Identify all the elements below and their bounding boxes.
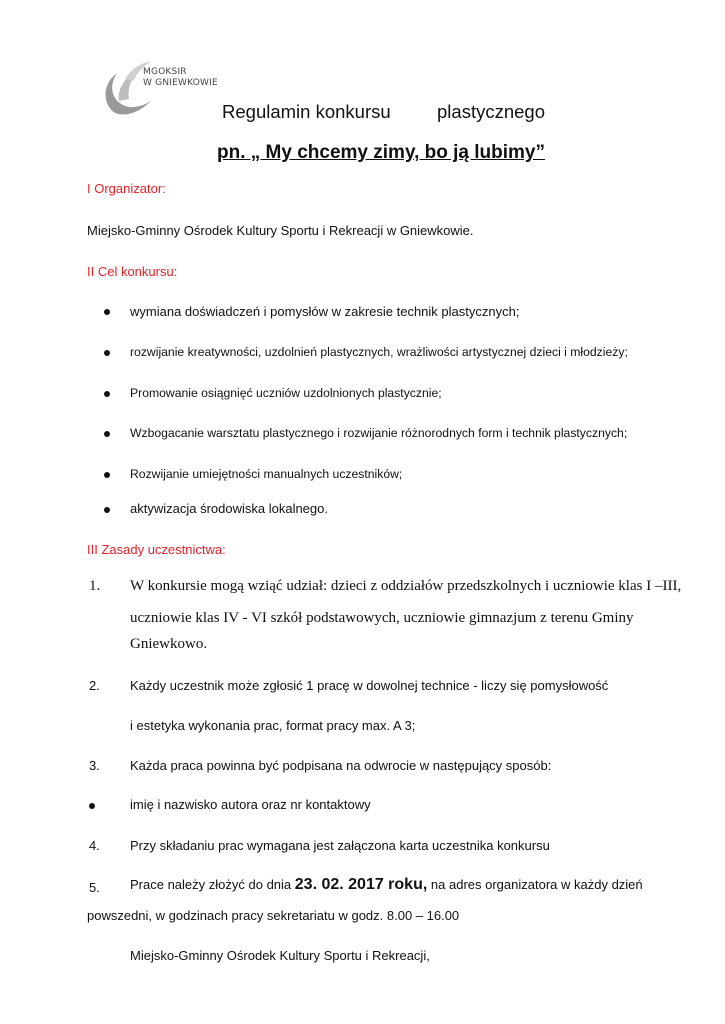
- organization-logo: [95, 55, 235, 117]
- rule3-bullet: imię i nazwisko autora oraz nr kontaktowy: [130, 797, 371, 812]
- section-organizer-heading: I Organizator:: [87, 181, 166, 196]
- rule-number: 4.: [89, 838, 100, 853]
- logo-text-line1: MGOKSIR: [143, 67, 187, 77]
- rule1-line3: Gniewkowo.: [130, 636, 208, 652]
- goal-item: rozwijanie kreatywności, uzdolnień plastycznych, wrażliwości artystycznej dzieci i młodzieży;: [130, 345, 628, 359]
- rule5-pre: Prace należy złożyć do dnia: [130, 877, 295, 892]
- section-rules-heading: III Zasady uczestnictwa:: [87, 542, 226, 557]
- rule3-line1: Każda praca powinna być podpisana na odwrocie w następujący sposób:: [130, 758, 552, 773]
- title-part1: Regulamin konkursu: [222, 101, 391, 122]
- logo-text-line2: W GNIEWKOWIE: [143, 78, 218, 88]
- page-title: pn. „ My chcemy zimy, bo ją lubimy”: [217, 142, 546, 163]
- goal-item: Rozwijanie umiejętności manualnych uczestników;: [130, 467, 403, 481]
- rule-number: 3.: [89, 758, 100, 773]
- goal-item: Wzbogacanie warsztatu plastycznego i rozwijanie różnorodnych form i technik plastycznych;: [130, 426, 628, 440]
- goal-item: wymiana doświadczeń i pomysłów w zakresie technik plastycznych;: [130, 304, 520, 319]
- bullet-icon: [104, 431, 110, 437]
- rule1-line1: W konkursie mogą wziąć udział: dzieci z oddziałów przedszkolnych i uczniowie klas I –III,: [130, 578, 682, 594]
- rule4-line1: Przy składaniu prac wymagana jest załączona karta uczestnika konkursu: [130, 838, 550, 853]
- goal-item: Promowanie osiągnięć uczniów uzdolnionych plastycznie;: [130, 386, 442, 400]
- bullet-icon: [104, 350, 110, 356]
- title-part2: plastycznego: [437, 101, 545, 122]
- section-goals-heading: II Cel konkursu:: [87, 264, 178, 279]
- organizer-text: Miejsko-Gminny Ośrodek Kultury Sportu i Rekreacji w Gniewkowie.: [87, 223, 474, 238]
- rule5-line2: powszedni, w godzinach pracy sekretariatu w godz. 8.00 – 16.00: [87, 908, 460, 923]
- deadline-date: 23. 02. 2017 roku,: [294, 876, 428, 893]
- bullet-icon: [104, 309, 110, 315]
- goal-item: aktywizacja środowiska lokalnego.: [130, 501, 328, 516]
- rule5-line3: Miejsko-Gminny Ośrodek Kultury Sportu i Rekreacji,: [130, 948, 430, 963]
- rule5-post: na adres organizatora w każdy dzień: [427, 877, 643, 892]
- rule5-line1: [130, 876, 643, 894]
- rule-number: 5.: [89, 880, 100, 895]
- rule-number: 2.: [89, 678, 100, 693]
- rule1-line2: uczniowie klas IV - VI szkół podstawowych, uczniowie gimnazjum z terenu Gminy: [130, 610, 634, 626]
- rule-number: 1.: [89, 578, 101, 594]
- bullet-icon: [104, 391, 110, 397]
- bullet-icon: [89, 803, 95, 809]
- rule2-line1: Każdy uczestnik może zgłosić 1 pracę w dowolnej technice - liczy się pomysłowość: [130, 678, 609, 693]
- bullet-icon: [104, 507, 110, 513]
- rule2-line2: i estetyka wykonania prac, format pracy max. A 3;: [130, 718, 416, 733]
- bullet-icon: [104, 472, 110, 478]
